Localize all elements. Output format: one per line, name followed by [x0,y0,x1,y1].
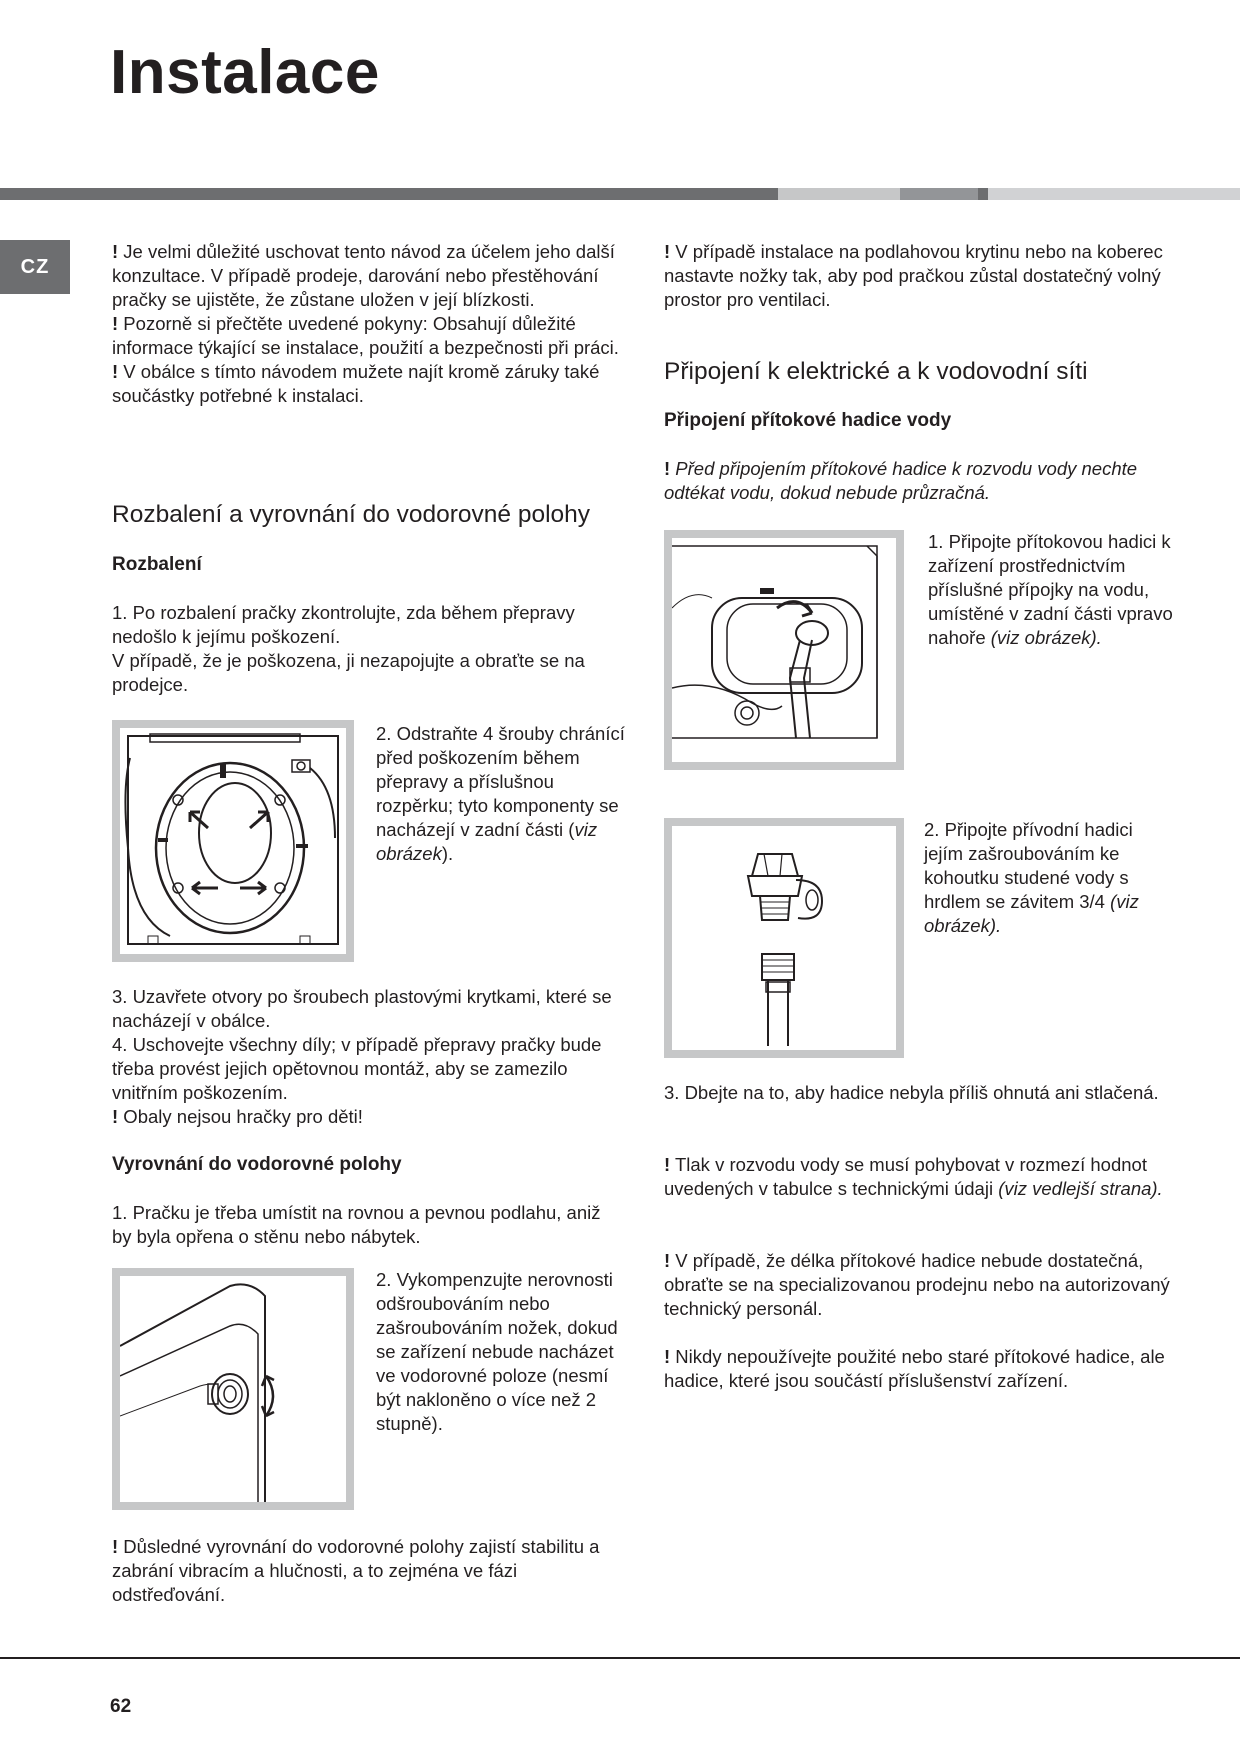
intro-paragraph: ! V obálce s tímto návodem mužete najít kromě záruky také součástky potřebné k instalaci. [112,361,600,406]
hose-heading: Připojení přítokové hadice vody [664,410,952,431]
header-color-bar [0,188,1240,200]
floor-warning: ! V případě instalace na podlahovou krytinu nebo na koberec nastavte nožky tak, aby pod pračkou zůstal dostatečný volný prostor pro ventilaci. [664,241,1163,310]
level-warning: ! Důsledné vyrovnání do vodorovné polohy zajistí stabilitu a zabrání vibracím a hlučnosti, a to zejména ve fázi odstřeďování. [112,1536,600,1605]
old-hose-warning: ! Nikdy nepoužívejte použité nebo staré přítokové hadice, ale hadice, které jsou součástí příslušenství zařízení. [664,1346,1165,1391]
unpack-step2: 2. Odstraňte 4 šrouby chránící před poškozením během přepravy a příslušnou rozpěrku; tyto komponenty se nacházejí v zadní části (viz obrázek). [376,723,625,864]
section-title-connection: Připojení k elektrické a k vodovodní síti [664,358,1088,385]
intro-paragraph: ! Pozorně si přečtěte uvedené pokyny: Obsahují důležité informace týkající se instalace, použití a bezpečnosti při práci. [112,313,619,358]
hose-step1: 1. Připojte přítokovou hadici k zařízení prostřednictvím příslušné přípojky na vodu, umístěné v zadní části vpravo nahoře (viz obrázek). [928,531,1173,648]
hose-warning: ! Před připojením přítokové hadice k rozvodu vody nechte odtékat vodu, dokud nebude průzračná. [664,458,1138,503]
figure-inlet-connector [664,530,904,770]
level-heading: Vyrovnání do vodorovné polohy [112,1154,402,1175]
figure-leveling-foot [112,1268,354,1510]
unpack-steps-3-4: 3. Uzavřete otvory po šroubech plastovými krytkami, které se nacházejí v obálce. 4. Uschovejte všechny díly; v případě přepravy pračky bude třeba provést jejich opětovnou montáž, aby se zamezilo vnitřním poškozením. ! Obaly nejsou hračky pro děti! [112,986,612,1127]
pressure-warning: ! Tlak v rozvodu vody se musí pohybovat v rozmezí hodnot uvedených v tabulce s technickými údaji (viz vedlejší strana). [664,1154,1163,1199]
hose-step3: 3. Dbejte na to, aby hadice nebyla příliš ohnutá ani stlačená. [664,1082,1159,1103]
language-tab: CZ [0,240,70,294]
level-step2: 2. Vykompenzujte nerovnosti odšroubováním nebo zašroubováním nožek, dokud se zařízení nebude nacházet ve vodorovné poloze (nesmí být nakloněno o více než 2 stupně). [376,1269,618,1434]
length-warning: ! V případě, že délka přítokové hadice nebude dostatečná, obraťte se na specializovanou prodejnu nebo na autorizovaný technický personál. [664,1250,1170,1319]
footer-rule [0,1657,1240,1659]
level-step1: 1. Pračku je třeba umístit na rovnou a pevnou podlahu, aniž by byla opřena o stěnu nebo nábytek. [112,1202,601,1247]
intro-paragraph: ! Je velmi důležité uschovat tento návod za účelem jeho další konzultace. V případě prodeje, darování nebo přestěhování pračky se ujistěte, že zůstane uložen v její blízkosti. [112,241,615,310]
section-title-unpacking: Rozbalení a vyrovnání do vodorovné polohy [112,501,591,528]
page-title: Instalace [110,38,380,107]
hose-step2: 2. Připojte přívodní hadici jejím zašroubováním ke kohoutku studené vody s hrdlem se závitem 3/4 (viz obrázek). [924,819,1139,936]
figure-machine-back [112,720,354,962]
figure-tap-thread [664,818,904,1058]
unpack-step1: 1. Po rozbalení pračky zkontrolujte, zda během přepravy nedošlo k jejímu poškození. V případě, že je poškozena, ji nezapojujte a obraťte se na prodejce. [112,602,585,695]
left-column [112,240,622,408]
page-number: 62 [110,1696,132,1717]
unpack-heading: Rozbalení [112,554,202,575]
